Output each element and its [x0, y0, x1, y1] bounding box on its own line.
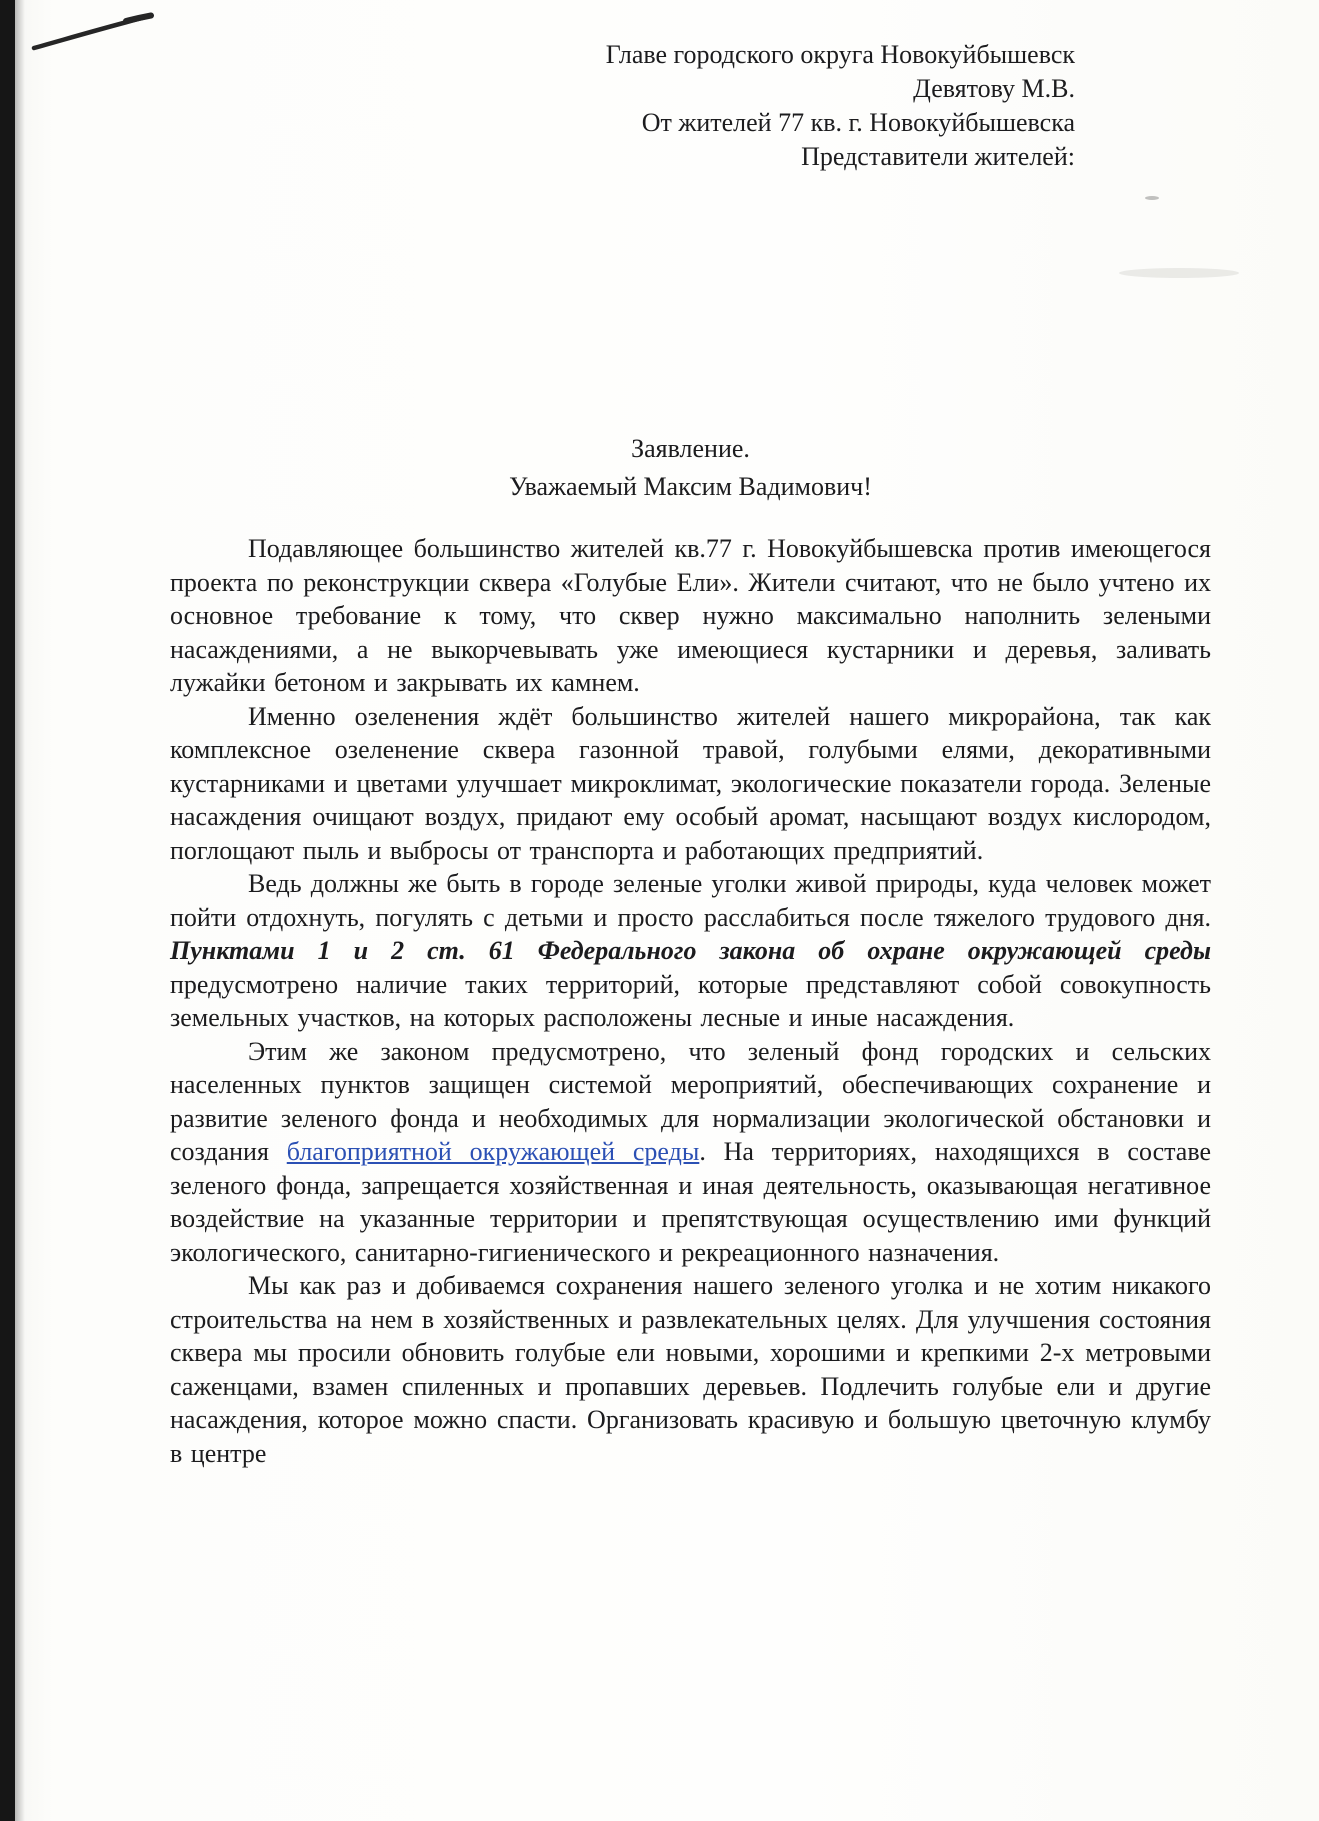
text-segment: Пунктами 1 и 2 ст. 61 Федерального закона об охране окружающей среды [170, 936, 1211, 965]
inline-link-text: благоприятной окружающей среды [286, 1137, 700, 1166]
text-segment: предусмотрено наличие таких территорий, которые представляют собой совокупность земельных участков, на которых расположены лесные и иные насаждения. [170, 969, 1211, 1032]
salutation: Уважаемый Максим Вадимович! [509, 472, 872, 501]
paragraph [170, 1035, 1211, 1270]
text-segment: Этим же законом предусмотрено, что зеленый фонд городских и сельских населенных пунктов защищен системой мероприятий, обеспечивающих сохранение и развитие зеленого фонда и необходимых для нормализации экологической обстановки и создания [170, 1036, 1211, 1166]
addressee-line: От жителей 77 кв. г. Новокуйбышевска [641, 108, 1075, 137]
text-segment: Подавляющее большинство жителей кв.77 г. Новокуйбышевска против имеющегося проекта по реконструкции сквера «Голубые Ели». Жители считают, что не было учтено их основное требование к тому, что сквер нужно максимально наполнить зелеными насаждениями, а не выкорчевывать уже имеющиеся кустарники и деревья, заливать лужайки бетоном и закрывать их камнем. [170, 534, 1211, 697]
document-title-block [170, 430, 1211, 506]
addressee-line: Главе городского округа Новокуйбышевск [605, 40, 1075, 69]
text-segment: Именно озеленения ждёт большинство жителей нашего микрорайона, так как комплексное озеленение сквера газонной травой, голубыми елями, декоративными кустарниками и цветами улучшает микроклимат, экологические показатели города. Зеленые насаждения очищают воздух, придают ему особый аромат, насыщают воздух кислородом, поглощают пыль и выбросы от транспорта и работающих предприятий. [170, 701, 1211, 865]
paragraph [170, 532, 1211, 700]
paragraph [170, 867, 1211, 1035]
text-segment: Мы как раз и добиваемся сохранения нашего зеленого уголка и не хотим никакого строительства на нем в хозяйственных и развлекательных целях. Для улучшения состояния сквера мы просили обновить голубые ели новыми, хорошими и крепкими 2-х метровыми саженцами, взамен спиленных и пропавших деревьев. Подлечить голубые ели и другие насаждения, которое можно спасти. Организовать красивую и большую цветочную клумбу в центре [170, 1271, 1211, 1468]
document-title: Заявление. [631, 434, 750, 463]
paragraph [170, 700, 1211, 868]
addressee-line: Девятову М.В. [913, 74, 1075, 103]
text-segment: Ведь должны же быть в городе зеленые уголки живой природы, куда человек может пойти отдохнуть, погулять с детьми и просто расслабиться после тяжелого трудового дня. [170, 869, 1211, 932]
body-text [170, 532, 1211, 1470]
text-segment: . На территориях, находящихся в составе зеленого фонда, запрещается хозяйственная и иная деятельность, оказывающая негативное воздействие на указанные территории и препятствующая осуществлению ими функций экологического, санитарно-гигиенического и рекреационного назначения. [170, 1137, 1212, 1267]
addressee-line: Представители жителей: [801, 142, 1075, 171]
addressee-block [170, 38, 1211, 174]
paragraph [170, 1269, 1211, 1470]
